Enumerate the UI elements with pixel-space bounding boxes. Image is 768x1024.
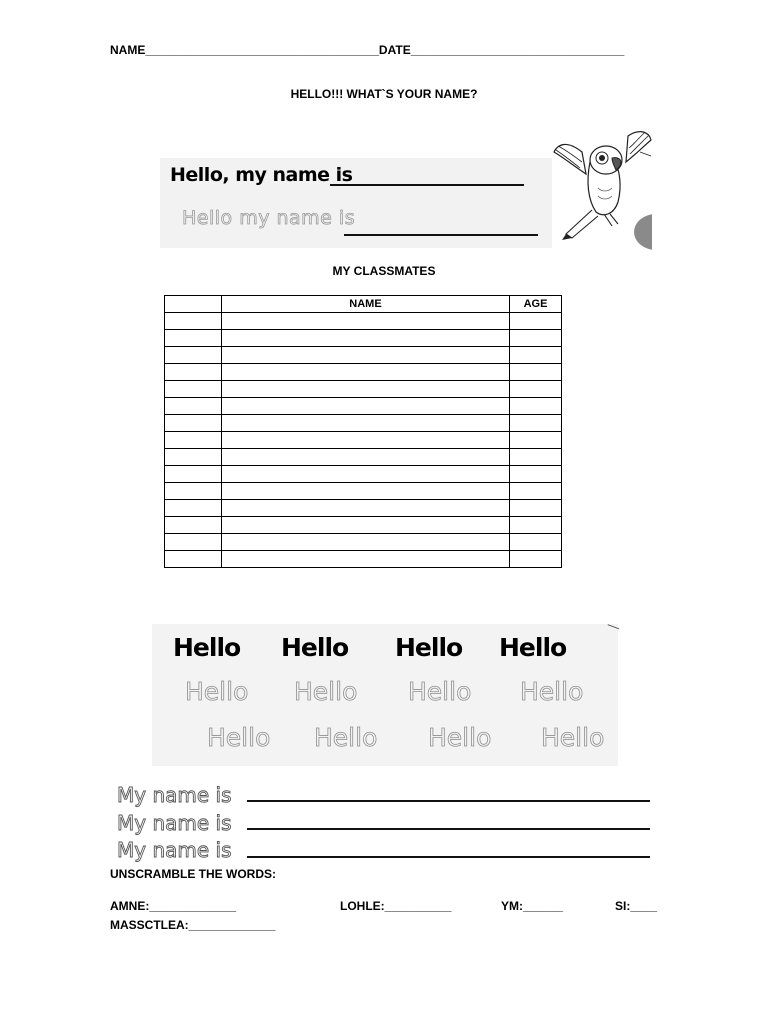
table-row	[165, 313, 562, 330]
classmates-table	[164, 295, 562, 568]
hello-trace-word: Hello	[408, 677, 472, 706]
number-cell[interactable]	[165, 313, 222, 330]
number-cell[interactable]	[165, 364, 222, 381]
hello-trace-word: Hello	[428, 723, 492, 752]
name-cell[interactable]	[222, 398, 510, 415]
my-name-trace-text: My name is	[117, 838, 232, 862]
name-cell[interactable]	[222, 330, 510, 347]
unscramble-word: AMNE:_____________	[110, 899, 237, 913]
age-cell[interactable]	[510, 313, 562, 330]
table-row	[165, 500, 562, 517]
name-cell[interactable]	[222, 517, 510, 534]
unscramble-word: SI:____	[615, 899, 658, 913]
table-row	[165, 398, 562, 415]
header-line	[110, 43, 658, 57]
name-cell[interactable]	[222, 534, 510, 551]
hello-trace-word: Hello	[207, 723, 271, 752]
unscramble-word: MASSCTLEA:_____________	[110, 918, 276, 932]
number-cell[interactable]	[165, 534, 222, 551]
age-cell[interactable]	[510, 398, 562, 415]
page-title: HELLO!!! WHAT`S YOUR NAME?	[290, 87, 478, 101]
name-cell[interactable]	[222, 483, 510, 500]
age-cell[interactable]	[510, 415, 562, 432]
hello-trace-word: Hello	[294, 677, 358, 706]
hello-trace-word: Hello	[541, 723, 605, 752]
number-cell[interactable]	[165, 517, 222, 534]
table-row	[165, 449, 562, 466]
my-name-writing-line	[247, 856, 650, 858]
table-row	[165, 534, 562, 551]
table-row	[165, 551, 562, 568]
column-header-name: NAME	[222, 296, 510, 313]
number-cell[interactable]	[165, 551, 222, 568]
age-cell[interactable]	[510, 534, 562, 551]
age-cell[interactable]	[510, 381, 562, 398]
table-row	[165, 347, 562, 364]
name-cell[interactable]	[222, 432, 510, 449]
table-row	[165, 432, 562, 449]
age-cell[interactable]	[510, 449, 562, 466]
hello-card-trace-text: Hello my name is	[182, 207, 356, 229]
hello-card-bold-text: Hello, my name is	[170, 164, 353, 186]
table-row	[165, 466, 562, 483]
age-cell[interactable]	[510, 466, 562, 483]
name-field-label: NAME___________________________________	[110, 43, 379, 57]
column-header-number	[165, 296, 222, 313]
age-cell[interactable]	[510, 500, 562, 517]
age-cell[interactable]	[510, 551, 562, 568]
table-row	[165, 330, 562, 347]
hello-bold-word: Hello	[173, 633, 241, 662]
table-row	[165, 483, 562, 500]
number-cell[interactable]	[165, 330, 222, 347]
number-cell[interactable]	[165, 466, 222, 483]
name-cell[interactable]	[222, 449, 510, 466]
my-name-writing-line	[247, 800, 650, 802]
hello-trace-word: Hello	[314, 723, 378, 752]
age-cell[interactable]	[510, 483, 562, 500]
hello-card-bold-writing-line	[330, 184, 524, 186]
table-header-row	[165, 296, 562, 313]
number-cell[interactable]	[165, 432, 222, 449]
unscramble-title: UNSCRAMBLE THE WORDS:	[110, 867, 276, 881]
unscramble-word: YM:______	[501, 899, 564, 913]
name-cell[interactable]	[222, 364, 510, 381]
name-cell[interactable]	[222, 347, 510, 364]
classmates-title: MY CLASSMATES	[332, 264, 436, 278]
hello-trace-word: Hello	[185, 677, 249, 706]
name-cell[interactable]	[222, 500, 510, 517]
number-cell[interactable]	[165, 500, 222, 517]
name-cell[interactable]	[222, 551, 510, 568]
table-row	[165, 415, 562, 432]
classmates-table-body	[165, 313, 562, 568]
hello-bold-word: Hello	[395, 633, 463, 662]
name-cell[interactable]	[222, 381, 510, 398]
age-cell[interactable]	[510, 364, 562, 381]
column-header-age: AGE	[510, 296, 562, 313]
hello-bold-word: Hello	[281, 633, 349, 662]
number-cell[interactable]	[165, 415, 222, 432]
hello-trace-word: Hello	[520, 677, 584, 706]
hello-card-trace-writing-line	[344, 234, 538, 236]
name-cell[interactable]	[222, 466, 510, 483]
age-cell[interactable]	[510, 347, 562, 364]
date-field-label: DATE________________________________	[378, 43, 625, 57]
age-cell[interactable]	[510, 432, 562, 449]
number-cell[interactable]	[165, 347, 222, 364]
number-cell[interactable]	[165, 398, 222, 415]
table-row	[165, 517, 562, 534]
parrot-illustration	[552, 122, 652, 252]
number-cell[interactable]	[165, 381, 222, 398]
unscramble-word: LOHLE:__________	[340, 899, 452, 913]
table-row	[165, 381, 562, 398]
number-cell[interactable]	[165, 483, 222, 500]
hello-bold-word: Hello	[499, 633, 567, 662]
age-cell[interactable]	[510, 330, 562, 347]
my-name-writing-line	[247, 828, 650, 830]
table-row	[165, 364, 562, 381]
my-name-trace-text: My name is	[117, 783, 232, 807]
my-name-trace-text: My name is	[117, 811, 232, 835]
age-cell[interactable]	[510, 517, 562, 534]
name-cell[interactable]	[222, 313, 510, 330]
number-cell[interactable]	[165, 449, 222, 466]
name-cell[interactable]	[222, 415, 510, 432]
